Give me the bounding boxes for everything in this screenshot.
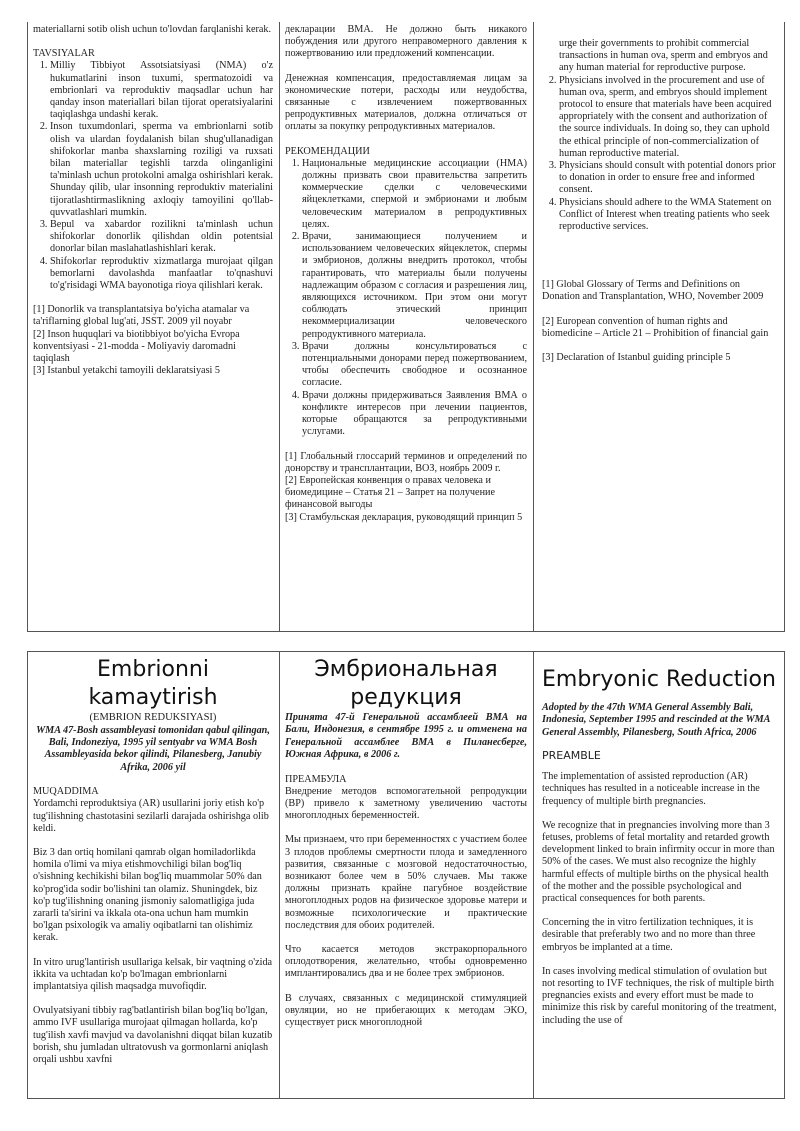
list-item: 2. Inson tuxumdonlari, sperma va embrionlarni sotib olish va ulardan foydalanish bilan shug'ullanadigan shifokorlar manba shaxslarning roziligi va ruxsati bilan materiallar tegishli tarzda olinganligini ta'minlash uchun protokolni amalga oshirishlari kerak. Shunday qilib, ular insonning reproduktiv materialini tijoratlashtirmaslikning axloqiy tamoyilini qo'llab-quvvatlashlari mumkin. bbox=[50, 121, 273, 219]
paragraph: Мы признаем, что при беременностях с участием более 3 плодов проблемы смертности плода и замедленного развития, связанные с мозговой недостаточностью, возникают более чем в 50% случаев. Мы также должны признать крайне пагубное воздействие многоплодных родов на физическое здоровье матери и возможные психологические и практические последствия для обоих родителей. bbox=[285, 834, 527, 931]
document-subtitle: (EMBRION REDUKSIYASI) bbox=[89, 712, 217, 723]
section-heading: ПРЕАМБУЛА bbox=[285, 773, 347, 785]
paragraph: Денежная компенсация, предоставляемая лицам за экономические потери, расходы или неудобства, связанные с извлечением пожертвованных репродуктивных материалов, должна отличаться от оплаты за покупку репродуктивных материалов. bbox=[285, 72, 527, 133]
recommendations-list bbox=[285, 158, 527, 439]
recommendations-list-continued bbox=[542, 38, 778, 75]
document-title: Embrionni kamaytirish bbox=[88, 657, 218, 710]
reference: [2] European convention of human rights and biomedicine – Article 21 – Prohibition of financial gain bbox=[542, 315, 769, 339]
list-item: urge their governments to prohibit commercial transactions in human ova, sperm and embryos and any human material for reproductive purpose. bbox=[559, 38, 768, 74]
adoption-note: WMA 47-Bosh assambleyasi tomonidan qabul qilingan, Bali, Indoneziya, 1995 yil sentyabr va WMA Bosh Assambleyasida bekor qilindi, Pilanesberg, Janubiy Afrika, 2006 yil bbox=[36, 724, 270, 773]
list-item: 4. Shifokorlar reproduktiv xizmatlarga murojaat qilgan bemorlarni davolashda manfaatlar to'qnashuvi to'g'risidagi WMA bayonotiga rioya qilishlari kerak. bbox=[50, 256, 273, 293]
reference: [1] Donorlik va transplantatsiya bo'yicha atamalar va ta'riflarning global lug'ati, JSST. 2009 yil noyabr bbox=[33, 304, 250, 328]
adoption-note: Adopted by the 47th WMA General Assembly Bali, Indonesia, September 1995 and rescinded at the WMA General Assembly, Pilanesberg, South Africa, 2006 bbox=[542, 702, 770, 738]
paragraph: Yordamchi reproduktsiya (AR) usullarini joriy etish ko'p tug'ilishning chastotasini sezilarli darajada oshirishga olib keldi. bbox=[33, 798, 269, 834]
reference: [1] Global Glossary of Terms and Definitions on Donation and Transplantation, WHO, November 2009 bbox=[542, 279, 764, 303]
recommendations-list bbox=[542, 75, 778, 234]
column-english-bottom bbox=[533, 651, 785, 1099]
reference: [3] Declaration of Istanbul guiding principle 5 bbox=[542, 352, 731, 364]
list-item: 4. Physicians should adhere to the WMA Statement on Conflict of Interest when treating patients who seek reproductive services. bbox=[559, 197, 778, 234]
column-english-top bbox=[533, 22, 785, 632]
section-heading: MUQADDIMA bbox=[33, 786, 99, 798]
column-russian-bottom bbox=[279, 651, 533, 1099]
paragraph: Внедрение методов вспомогательной репродукции (ВР) привело к заметному увеличению частоты многоплодных беременностей. bbox=[285, 785, 527, 822]
list-item: 3. Physicians should consult with potential donors prior to donation in order to ensure free and informed consent. bbox=[559, 160, 778, 197]
paragraph: Biz 3 dan ortiq homilani qamrab olgan homiladorlikda homila o'limi va miya etishmovchiligi bilan bog'liq o'sishning kechikishi bilan bog'liq muammolar 50% dan ko'prog'ida sodir bo'lishini tan olamiz. Shuningdek, biz ko'p tug'ilishning onaning jismoniy salomatligiga juda zararli ta'sirini va ikkala ota-ona uchun ham mumkin bo'lgan psixologik va amaliy oqibatlarni tan olishimiz kerak. bbox=[33, 846, 262, 944]
paragraph: The implementation of assisted reproduction (AR) techniques has resulted in a noticeable increase in the frequency of multiple birth pregnancies. bbox=[542, 771, 760, 807]
section-heading: TAVSIYALAR bbox=[33, 48, 95, 60]
section-heading: РЕКОМЕНДАЦИИ bbox=[285, 145, 370, 157]
reference: [2] Европейская конвенция о правах человека и биомедицине – Статья 21 – Запрет на получение финансовой выгоды bbox=[285, 474, 496, 511]
list-item: 3. Врачи должны консультироваться с потенциальными донорами перед пожертвованием, чтобы обеспечить свободное и осознанное согласие. bbox=[302, 341, 527, 390]
top-section bbox=[27, 22, 785, 632]
recommendations-list bbox=[33, 60, 273, 292]
reference: [3] Стамбульская декларация, руководящий принцип 5 bbox=[285, 511, 523, 523]
paragraph: In cases involving medical stimulation of ovulation but not resorting to IVF techniques, the risk of multiple birth pregnancies exists and every effort must be made to minimize this risk by careful monitoring of the treatment, including the use of bbox=[542, 965, 777, 1026]
paragraph: Что касается методов экстракорпорального оплодотворения, желательно, чтобы одновременно имплантировались два и не более трех эмбрионов. bbox=[285, 944, 527, 980]
paragraph: materiallarni sotib olish uchun to'lovdan farqlanishi kerak. bbox=[33, 24, 272, 35]
reference: [1] Глобальный глоссарий терминов и определений по донорству и трансплантации, ВОЗ, ноябрь 2009 г. bbox=[285, 450, 527, 474]
list-item: 3. Bepul va xabardor rozilikni ta'minlash uchun shifokorlar donorlik qilishdan oldin potentsial donorlar bilan maslahatlashishlari kerak. bbox=[50, 219, 273, 256]
paragraph: декларации ВМА. Не должно быть никакого побуждения или другого неправомерного давления к пожертвованию или предложений компенсации. bbox=[285, 24, 527, 60]
column-uzbek-bottom bbox=[27, 651, 279, 1099]
document-title: Embryonic Reduction bbox=[542, 667, 776, 692]
list-item: 4. Врачи должны придерживаться Заявления ВМА о конфликте интересов при лечении пациентов, которые обращаются за репродуктивными услугами. bbox=[302, 390, 527, 439]
list-item: 1. Milliy Tibbiyot Assotsiatsiyasi (NMA) o'z hukumatlarini inson tuxumi, spermatozoidi va embrionlari va reproduktiv maqsadlar uchun har qanday inson materiallari bilan tijorat operatsiyalarini taqiqlashga undashi kerak. bbox=[50, 60, 273, 121]
bottom-section bbox=[27, 651, 785, 1099]
reference: [2] Inson huquqlari va biotibbiyot bo'yicha Evropa konventsiyasi - 21-modda - Moliyaviy daromadni taqiqlash bbox=[33, 328, 240, 365]
paragraph: Ovulyatsiyani tibbiy rag'batlantirish bilan bog'liq bo'lgan, ammo IVF usullariga murojaat qilmagan hollarda, ko'p tug'ilish xavfi mavjud va davolanishni diqqat bilan kuzatib borish, shu jumladan ultratovush va gormonlarni aniqlash orqali ushbu xavfni bbox=[33, 1005, 273, 1065]
list-item: 1. Национальные медицинские ассоциации (НМА) должны призвать свои правительства запретить коммерческие сделки с человеческими яйцеклетками, спермой и эмбрионами и любым человеческим материалом в репродуктивных целях. bbox=[302, 158, 527, 231]
paragraph: В случаях, связанных с медицинской стимуляцией овуляции, но не прибегающих к методам ЭКО, существует риск многоплодной bbox=[285, 992, 527, 1029]
paragraph: We recognize that in pregnancies involving more than 3 fetuses, problems of fetal mortality and retarded growth development linked to brain infirmity occur in more than 50% of the cases. We must also recognize the highly harmful effects of multiple births on the physical health of the mother and the possible psychological and practical consequences for both parents. bbox=[542, 819, 775, 905]
column-russian-top bbox=[279, 22, 533, 632]
document-title: Эмбриональная редукция bbox=[314, 657, 498, 710]
column-uzbek-top bbox=[27, 22, 279, 632]
adoption-note: Принята 47-й Генеральной ассамблеей ВМА на Бали, Индонезия, в сентябре 1995 г. и отменена на Генеральной ассамблее ВМА в Пиланесберге, Южная Африка, в 2006 г. bbox=[285, 712, 527, 761]
list-item: 2. Врачи, занимающиеся получением и использованием человеческих яйцеклеток, спермы и эмбрионов, должны внедрить протокол, чтобы гарантировать, что материалы были получены надлежащим образом с согласия и разрешения лиц, являющихся источником. При этом они могут соблюдать этический принцип некоммерциализации человеческого репродуктивного материала. bbox=[302, 231, 527, 341]
section-heading: PREAMBLE bbox=[542, 749, 601, 763]
list-item: 2. Physicians involved in the procurement and use of human ova, sperm, and embryos should implement protocol to ensure that materials have been acquired appropriately with the consent and authorization of the source individuals. In doing so, they can uphold the ethical principle of non-commercialization of human reproductive material. bbox=[559, 75, 778, 160]
paragraph: In vitro urug'lantirish usullariga kelsak, bir vaqtning o'zida ikkita va uchtadan ko'p bo'lmagan embrionlarni implantatsiya qilish maqsadga muvofiqdir. bbox=[33, 956, 273, 992]
paragraph: Concerning the in vitro fertilization techniques, it is desirable that preferably two and no more than three embryos be implanted at a time. bbox=[542, 917, 756, 953]
reference: [3] Istanbul yetakchi tamoyili deklaratsiyasi 5 bbox=[33, 365, 221, 377]
